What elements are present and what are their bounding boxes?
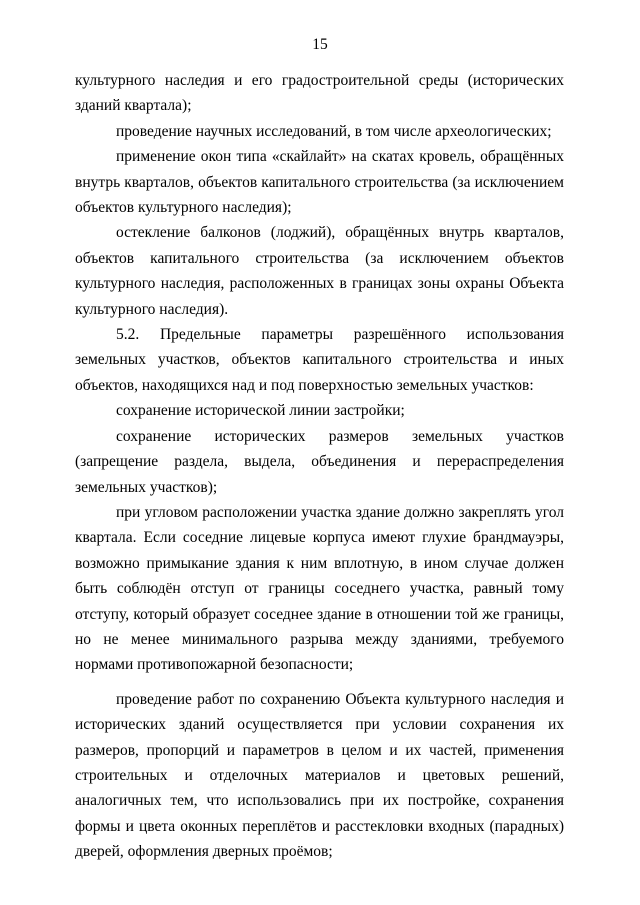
paragraph-corner-plot: при угловом расположении участка здание должно закреплять угол квартала. Если соседние лицевые корпуса имеют глухие брандмауэры, возможно примыкание здания к ним вплотную, в ином случае должен быть соблюдён отступ от границы соседнего участка, равный тому отступу, который образует соседнее здание в отношении той же границы, но не менее минимального разрыва между зданиями, требуемого нормами противопожарной безопасности; — [75, 503, 564, 674]
paragraph-preservation-works: проведение работ по сохранению Объекта культурного наследия и исторических зданий осуществляется при условии сохранения их размеров, пропорций и параметров в целом и их частей, применения строительных и отделочных материалов и цветовых решений, аналогичных тем, что использовались при их постройке, сохранения формы и цвета оконных переплётов и расстекловки входных (парадных) дверей, оформления дверных проёмов; — [75, 690, 564, 861]
document-body — [75, 68, 564, 865]
paragraph-plot-sizes: сохранение исторических размеров земельных участков (запрещение раздела, выдела, объединения и перераспределения земельных участков); — [75, 427, 564, 496]
paragraph-section-5-2: 5.2. Предельные параметры разрешённого использования земельных участков, объектов капитального строительства и иных объектов, находящихся над и под поверхностью земельных участков: — [75, 326, 564, 394]
page-number: 15 — [312, 36, 328, 53]
paragraph-balcony-glazing: остекление балконов (лоджий), обращённых внутрь кварталов, объектов капитального строительства (за исключением объектов культурного наследия, расположенных в границах зоны охраны Объекта культурного наследия). — [75, 224, 564, 318]
paragraph-research: проведение научных исследований, в том числе археологических; — [116, 122, 552, 140]
paragraph-building-line: сохранение исторической линии застройки; — [116, 402, 405, 420]
paragraph-skylight-windows: применение окон типа «скайлайт» на скатах кровель, обращённых внутрь кварталов, объектов капитального строительства (за исключением объектов культурного наследия); — [75, 148, 564, 217]
paragraph-continuation: культурного наследия и его градостроительной среды (исторических зданий квартала); — [75, 72, 564, 115]
